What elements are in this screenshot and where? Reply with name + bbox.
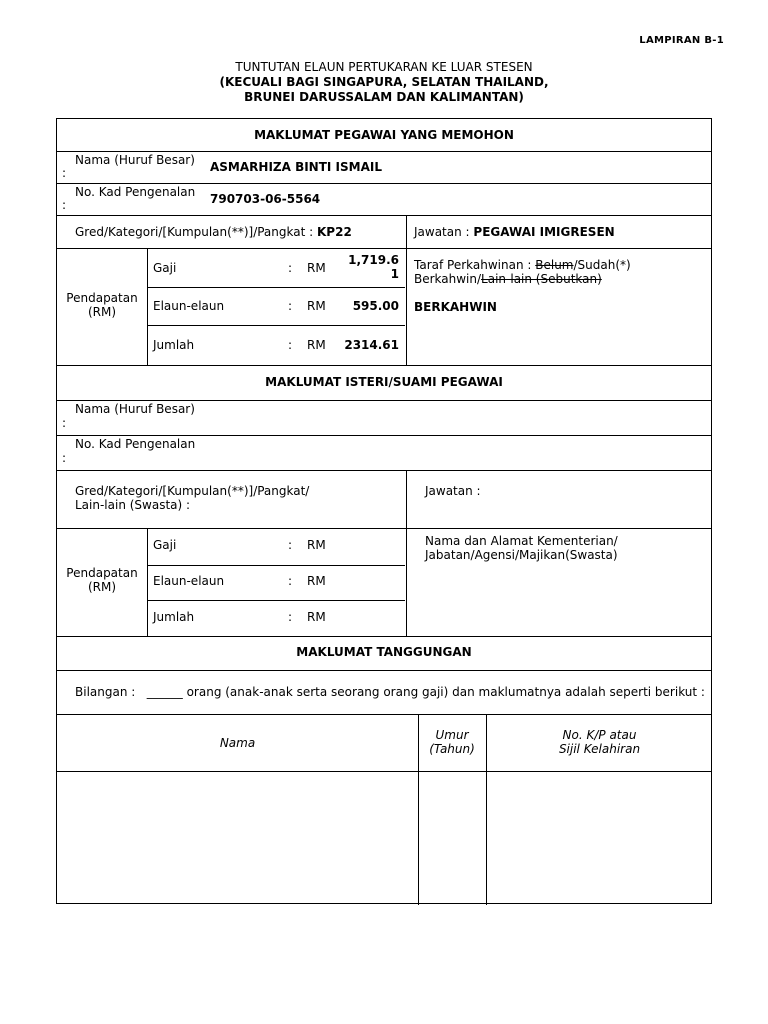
claim-form — [56, 118, 712, 904]
kp-label: No. Kad Pengenalan — [75, 185, 196, 199]
jawatan-label-text: Jawatan : — [414, 225, 470, 239]
divider — [406, 215, 407, 365]
jumlah-colon: : — [288, 338, 293, 352]
divider — [57, 400, 711, 401]
nama-colon: : — [62, 166, 67, 180]
divider — [147, 325, 405, 326]
pasangan-pendapatan-label — [57, 566, 147, 594]
pendapatan-line-2: (RM) — [87, 305, 117, 319]
taraf-value: BERKAHWIN — [414, 300, 497, 314]
divider — [147, 287, 405, 288]
col-kp-header — [486, 728, 713, 756]
pasangan-jumlah-colon: : — [288, 610, 293, 624]
jumlah-rm: RM — [307, 338, 326, 352]
bilangan-label: Bilangan : — [75, 685, 136, 699]
divider — [147, 248, 148, 365]
jumlah-label: Jumlah — [153, 338, 195, 352]
gaji-value-line-2: 1 — [390, 267, 399, 281]
divider — [57, 151, 711, 152]
pasangan-alamat-line-1: Nama dan Alamat Kementerian/ — [425, 534, 618, 548]
jumlah-value: 2314.61 — [344, 338, 399, 352]
section-pegawai-heading: MAKLUMAT PEGAWAI YANG MEMOHON — [254, 128, 514, 142]
pasangan-alamat-line-2: Jabatan/Agensi/Majikan(Swasta) — [425, 548, 618, 562]
pendapatan-line-1: Pendapatan — [66, 291, 138, 305]
pasangan-gaji-label: Gaji — [153, 538, 177, 552]
pasangan-pendapatan-line-1: Pendapatan — [66, 566, 138, 580]
bilangan-blank: ______ — [146, 685, 183, 699]
pasangan-elaun-label: Elaun-elaun — [153, 574, 225, 588]
gred-value: KP22 — [317, 225, 352, 239]
divider — [57, 470, 711, 471]
divider — [57, 248, 711, 249]
taraf-berkahwin: Berkahwin/ — [414, 272, 482, 286]
title-line-2: (KECUALI BAGI SINGAPURA, SELATAN THAILAND, — [219, 75, 549, 89]
divider — [57, 636, 711, 637]
divider — [57, 435, 711, 436]
gaji-value — [348, 253, 399, 281]
pasangan-gaji-colon: : — [288, 538, 293, 552]
taraf-label: Taraf Perkahwinan : — [414, 258, 532, 272]
taraf-belum: Belum — [535, 258, 574, 272]
jawatan-label — [414, 225, 615, 239]
nama-label: Nama (Huruf Besar) — [75, 153, 195, 167]
taraf-sudah: /Sudah(*) — [573, 258, 631, 272]
pasangan-jawatan-label: Jawatan : — [425, 484, 481, 498]
divider — [57, 670, 711, 671]
divider — [57, 714, 711, 715]
pasangan-elaun-colon: : — [288, 574, 293, 588]
divider — [57, 215, 711, 216]
jawatan-value: PEGAWAI IMIGRESEN — [473, 225, 615, 239]
elaun-label: Elaun-elaun — [153, 299, 225, 313]
section-tanggungan-heading: MAKLUMAT TANGGUNGAN — [296, 645, 472, 659]
lampiran-label: LAMPIRAN B-1 — [639, 35, 724, 46]
col-umur-header — [418, 728, 486, 756]
pendapatan-label — [57, 291, 147, 319]
elaun-rm: RM — [307, 299, 326, 313]
pasangan-pendapatan-line-2: (RM) — [87, 580, 117, 594]
divider — [57, 365, 711, 366]
pasangan-gaji-rm: RM — [307, 538, 326, 552]
bilangan-row — [75, 685, 705, 699]
gaji-colon: : — [288, 261, 293, 275]
divider — [147, 600, 405, 601]
elaun-value: 595.00 — [352, 299, 399, 313]
pasangan-nama-colon: : — [62, 416, 67, 430]
nama-value: ASMARHIZA BINTI ISMAIL — [210, 160, 383, 174]
gaji-value-line-1: 1,719.6 — [348, 253, 399, 267]
pasangan-gred-label — [75, 484, 309, 512]
gaji-label: Gaji — [153, 261, 177, 275]
divider — [57, 771, 711, 772]
pasangan-jumlah-rm: RM — [307, 610, 326, 624]
col-umur-line-2: (Tahun) — [429, 742, 475, 756]
pasangan-alamat-label — [425, 534, 618, 562]
taraf-perkahwinan — [414, 258, 631, 286]
pasangan-gred-line-1: Gred/Kategori/[Kumpulan(**)]/Pangkat/ — [75, 484, 310, 498]
divider — [406, 470, 407, 636]
col-kp-line-2: Sijil Kelahiran — [558, 742, 641, 756]
gaji-rm: RM — [307, 261, 326, 275]
pasangan-kp-colon: : — [62, 451, 67, 465]
bilangan-text: orang (anak-anak serta seorang orang gaji) dan maklumatnya adalah seperti berikut : — [186, 685, 705, 699]
col-kp-line-1: No. K/P atau — [562, 728, 637, 742]
pasangan-elaun-rm: RM — [307, 574, 326, 588]
title-line-1: TUNTUTAN ELAUN PERTUKARAN KE LUAR STESEN — [235, 60, 533, 74]
gred-label-text: Gred/Kategori/[Kumpulan(**)]/Pangkat : — [75, 225, 314, 239]
pasangan-nama-label: Nama (Huruf Besar) — [75, 402, 195, 416]
kp-colon: : — [62, 198, 67, 212]
pasangan-jumlah-label: Jumlah — [153, 610, 195, 624]
col-nama-header: Nama — [219, 736, 256, 750]
divider — [147, 528, 148, 636]
divider — [57, 528, 711, 529]
taraf-lain: Lain-lain (Sebutkan) — [481, 272, 602, 286]
kp-value: 790703-06-5564 — [210, 192, 321, 206]
pasangan-gred-line-2: Lain-lain (Swasta) : — [75, 498, 191, 512]
col-umur-line-1: Umur — [435, 728, 469, 742]
title-line-3: BRUNEI DARUSSALAM DAN KALIMANTAN) — [244, 90, 524, 104]
pasangan-kp-label: No. Kad Pengenalan — [75, 437, 196, 451]
elaun-colon: : — [288, 299, 293, 313]
section-pasangan-heading: MAKLUMAT ISTERI/SUAMI PEGAWAI — [265, 375, 503, 389]
divider — [147, 565, 405, 566]
gred-label — [75, 225, 352, 239]
form-title — [0, 60, 768, 105]
divider — [57, 183, 711, 184]
